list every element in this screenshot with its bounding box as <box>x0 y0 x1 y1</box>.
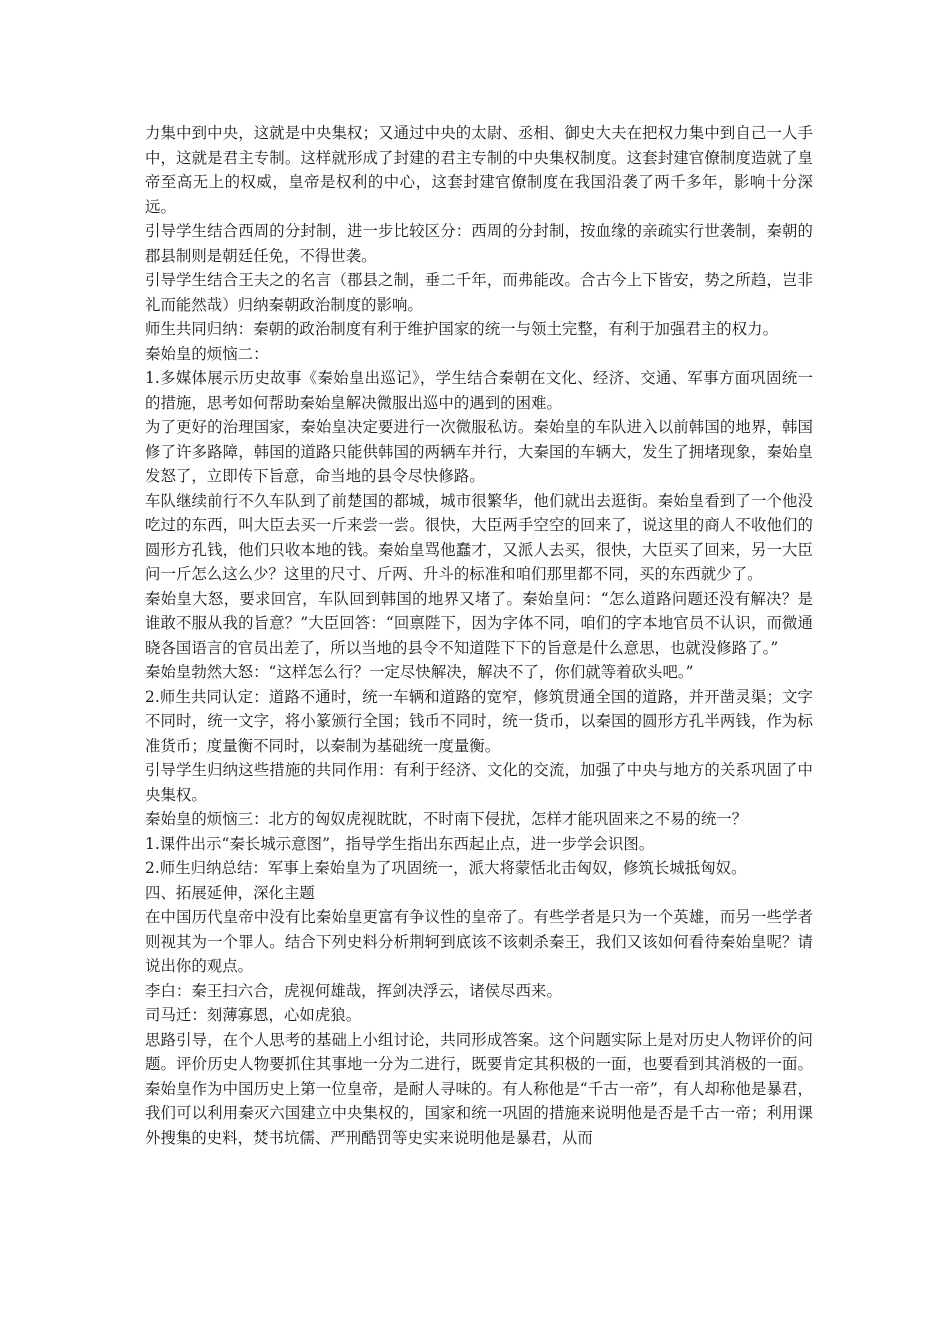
paragraph-story-script: 秦始皇大怒，要求回宫，车队回到韩国的地界又堵了。秦始皇问：“怎么道路问题还没有解决？是谁敢不服从我的旨意？”大臣回答：“回禀陛下，因为字体不同，咱们的字本地官员不认识，而微通晓各国语言的官员出差了，所以当地的县令不知道陛下下的旨意是什么意思，也就没修路了。” <box>145 589 813 657</box>
paragraph-fengjian-compare: 引导学生结合西周的分封制，进一步比较区分：西周的分封制，按血缘的亲疏实行世袭制，秦朝的郡县制则是朝廷任免，不得世袭。 <box>145 222 813 265</box>
paragraph-trouble-two-heading: 秦始皇的烦恼二： <box>145 344 269 363</box>
paragraph-story-roads: 为了更好的治理国家，秦始皇决定要进行一次微服私访。秦始皇的车队进入以前韩国的地界，韩国修了许多路障，韩国的道路只能供韩国的两辆车并行，大秦国的车辆大，发生了拥堵现象，秦始皇发怒了，立即传下旨意，命当地的县令尽快修路。 <box>145 418 813 485</box>
paragraph-trouble-three: 秦始皇的烦恼三：北方的匈奴虎视眈眈，不时南下侵扰，怎样才能巩固来之不易的统一？ <box>145 810 748 828</box>
paragraph-controversy: 在中国历代皇帝中没有比秦始皇更富有争议性的皇帝了。有些学者是只为一个英雄，而另一些学者则视其为一个罪人。结合下列史料分析荆轲到底该不该刺杀秦王，我们又该如何看待秦始皇呢？请说出你的观点。 <box>145 908 813 975</box>
paragraph-step-2-measures: 2.师生共同认定：道路不通时，统一车辆和道路的宽窄，修筑贯通全国的道路，并开凿灵渠；文字不同时，统一文字，将小篆颁行全国；钱币不同时，统一货币，以秦国的圆形方孔半两钱，作为标准货币；度量衡不同时，以秦制为基础统一度量衡。 <box>145 687 813 755</box>
paragraph-step-1-multimedia: 1.多媒体展示历史故事《秦始皇出巡记》，学生结合秦朝在文化、经济、交通、军事方面巩固统一的措施，思考如何帮助秦始皇解决微服出巡中的遇到的困难。 <box>145 369 813 412</box>
paragraph-military-summary: 2.师生归纳总结：军事上秦始皇为了巩固统一，派大将蒙恬北击匈奴，修筑长城抵匈奴。 <box>145 859 747 877</box>
paragraph-summary-politics: 师生共同归纳：秦朝的政治制度有利于维护国家的统一与领土完整，有利于加强君主的权力。 <box>145 320 779 338</box>
paragraph-evaluation-guidance: 思路引导，在个人思考的基础上小组讨论，共同形成答案。这个问题实际上是对历史人物评价的问题。评价历史人物要抓住其事地一分为二进行，既要肯定其积极的一面，也要看到其消极的一面。秦始皇作为中国历史上第一位皇帝，是耐人寻味的。有人称他是“千古一帝”，有人却称他是暴君，我们可以利用秦灭六国建立中央集权的，国家和统一巩固的措施来说明他是否是千古一帝；利用课外搜集的史料，焚书坑儒、严刑酷罚等史实来说明他是暴君，从而 <box>145 1030 813 1147</box>
paragraph-measures-effect: 引导学生归纳这些措施的共同作用：有利于经济、文化的交流，加强了中央与地方的关系巩固了中央集权。 <box>145 761 813 804</box>
document-body <box>145 121 813 1150</box>
quote-sima-qian: 司马迁：刻薄寡恩，心如虎狼。 <box>145 1006 362 1024</box>
paragraph-story-anger: 秦始皇勃然大怒：“这样怎么行？一定尽快解决，解决不了，你们就等着砍头吧。” <box>145 663 694 681</box>
paragraph-centralization: 力集中到中央，这就是中央集权；又通过中央的太尉、丞相、御史大夫在把权力集中到自己一人手中，这就是君主专制。这样就形成了封建的君主专制的中央集权制度。这套封建官僚制度造就了皇帝至高无上的权威，皇帝是权利的中心，这套封建官僚制度在我国沿袭了两千多年，影响十分深远。 <box>145 124 813 216</box>
section-heading-extension: 四、拓展延伸，深化主题 <box>145 883 315 902</box>
quote-li-bai: 李白：秦王扫六合，虎视何雄哉，挥剑决浮云，诸侯尽西来。 <box>145 981 562 1000</box>
paragraph-story-currency: 车队继续前行不久车队到了前楚国的都城，城市很繁华，他们就出去逛街。秦始皇看到了一个他没吃过的东西，叫大臣去买一斤来尝一尝。很快，大臣两手空空的回来了，说这里的商人不收他们的圆形方孔钱，他们只收本地的钱。秦始皇骂他蠢才，又派人去买，很快，大臣买了回来，另一大臣问一斤怎么这么少？这里的尺寸、斤两、升斗的标准和咱们那里都不同，买的东西就少了。 <box>145 491 813 583</box>
paragraph-wang-fuzhi: 引导学生结合王夫之的名言（郡县之制，垂二千年，而弗能改。合古今上下皆安，势之所趋，岂非礼而能然哉）归纳秦朝政治制度的影响。 <box>145 271 813 314</box>
paragraph-great-wall-map: 1.课件出示“秦长城示意图”，指导学生指出东西起止点，进一步学会识图。 <box>145 834 655 853</box>
